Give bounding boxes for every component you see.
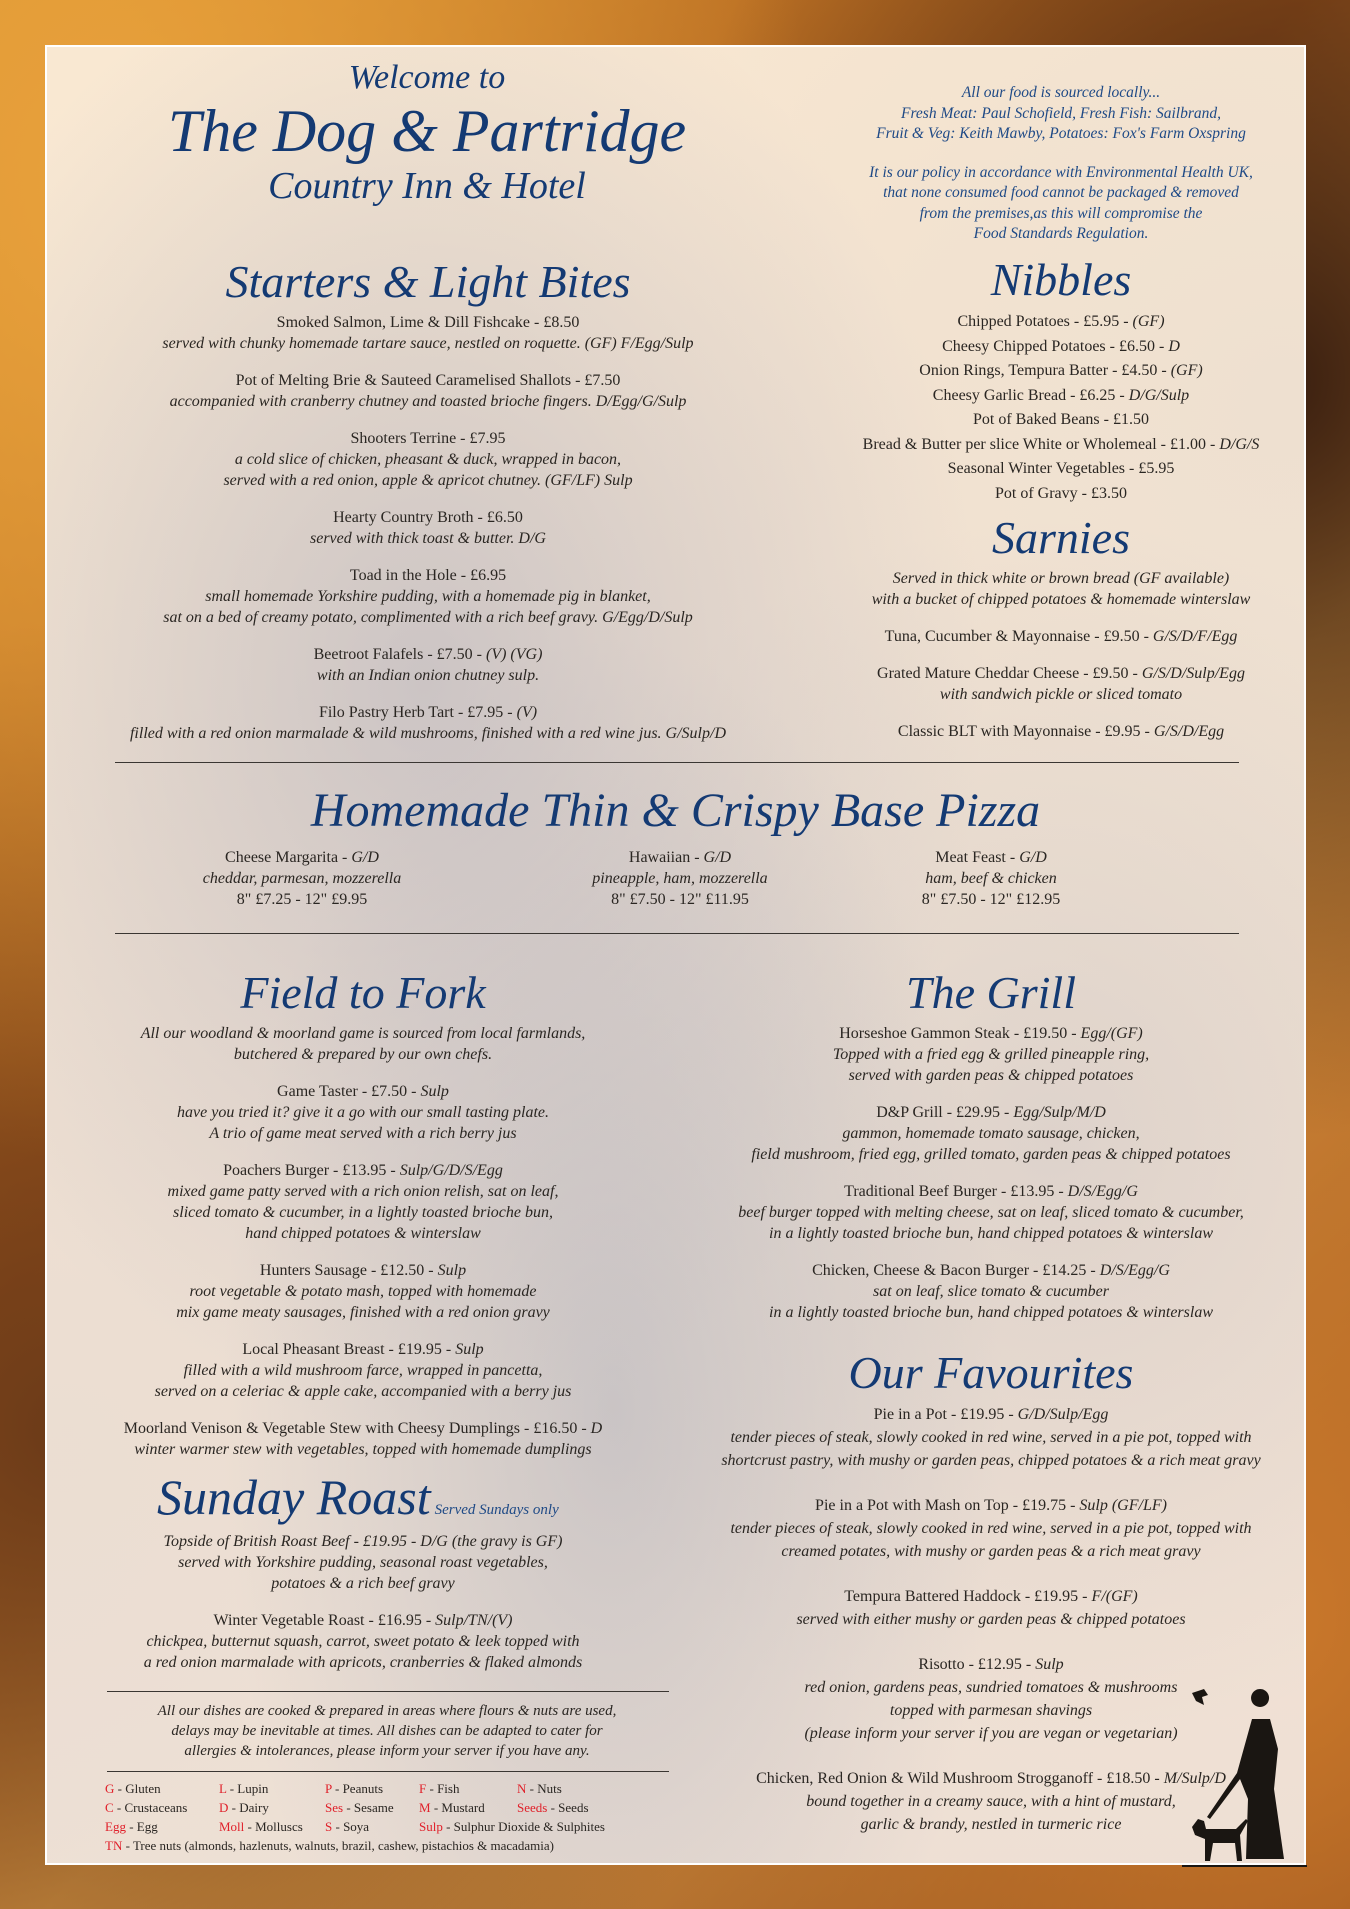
item-description: in a lightly toasted brioche bun, hand chipped potatoes & winterslaw (769, 1225, 1213, 1242)
pizza-prices: 8" £7.25 - 12" £9.95 (236, 891, 368, 908)
allergen-key-entry (419, 1798, 485, 1817)
item-name-price: Tempura Battered Haddock - £19.95 - (844, 1588, 1092, 1605)
sourcing-line: Fresh Meat: Paul Schofield, Fresh Fish: Sailbrand, (901, 104, 1221, 122)
allergen-tags: D/S/Egg/G (1067, 1183, 1138, 1200)
item-description: a red onion marmalade with apricots, cranberries & flaked almonds (143, 1654, 583, 1671)
item-name-price: Pie in a Pot - £19.95 - (873, 1406, 1018, 1423)
item-name-price: Hearty Country Broth - £6.50 (333, 509, 523, 526)
item-name-price: Toad in the Hole - £6.95 (349, 567, 507, 584)
allergen-key-entry (219, 1779, 268, 1798)
policy-line: Food Standards Regulation. (973, 225, 1149, 242)
nibble-item (919, 359, 1202, 384)
allergen-tags: (V) (516, 704, 538, 721)
item-title (236, 370, 621, 391)
item-title (756, 1767, 1226, 1790)
allergen-tags: D/G/S (1219, 435, 1260, 453)
item-name-price: Seasonal Winter Vegetables - £5.95 (947, 460, 1175, 477)
item-name-price: Chipped Potatoes - £5.95 - (957, 313, 1133, 330)
item-name-price: Winter Vegetable Roast - £16.95 - (213, 1612, 436, 1629)
divider (115, 933, 1239, 934)
item-title (277, 1081, 449, 1102)
pizza-toppings: pineapple, ham, mozzerella (592, 870, 768, 887)
allergen-label: - Egg (125, 1819, 158, 1834)
policy-line: It is our policy in accordance with Environmental Health UK, (869, 163, 1253, 181)
allergen-label: - Dairy (228, 1800, 269, 1815)
item-name-price: Tuna, Cucumber & Mayonnaise - £9.50 - (884, 628, 1153, 645)
item-description: served with garden peas & chipped potatoes (848, 1067, 1134, 1084)
section-heading: Field to Fork (240, 967, 486, 1018)
item-title (242, 1339, 483, 1360)
item-name-price: D&P Grill - £29.95 - (876, 1104, 1014, 1121)
item-description: served with thick toast & butter. D/G (310, 530, 546, 547)
allergen-key-entry (517, 1798, 589, 1817)
allergen-tags: G/D/Sulp/Egg (1017, 1406, 1109, 1423)
item-title (815, 1494, 1167, 1517)
allergen-code: G (105, 1781, 115, 1796)
item-name-price: Bread & Butter per slice White or Wholemeal - £1.00 - (862, 435, 1220, 453)
allergen-code: C (105, 1800, 114, 1815)
allergen-code: Sulp (419, 1819, 443, 1834)
item-name-price: Pie in a Pot with Mash on Top - £19.75 - (815, 1497, 1080, 1514)
restaurant-title: The Dog & Partridge (167, 98, 687, 164)
allergen-tags: Sulp (GF/LF) (1079, 1497, 1167, 1514)
allergen-tags: Sulp (420, 1083, 449, 1100)
section-heading: Nibbles (990, 254, 1132, 305)
allergen-key-entry (325, 1798, 394, 1817)
item-name-price: Beetroot Falafels - £7.50 - (313, 646, 486, 663)
item-description: bound together in a creamy sauce, with a hint of mustard, (806, 1793, 1176, 1810)
item-description: have you tried it? give it a go with our small tasting plate. (177, 1104, 549, 1121)
item-name-price: Meat Feast - (935, 849, 1020, 866)
allergen-code: P (325, 1781, 332, 1796)
allergen-key-entry (105, 1798, 187, 1817)
item-title (351, 428, 506, 449)
pizza-heading-wrap (47, 783, 1304, 839)
item-description: accompanied with cranberry chutney and toasted brioche fingers. D/Egg/G/Sulp (169, 393, 687, 410)
allergen-label: - Peanuts (331, 1781, 384, 1796)
item-description: sliced tomato & cucumber, in a lightly toasted brioche bun, (173, 1204, 553, 1221)
allergen-tags: Egg/Sulp/M/D (1013, 1104, 1106, 1121)
nibble-item (995, 482, 1127, 507)
item-description: root vegetable & potato mash, topped with homemade (189, 1283, 537, 1300)
divider (107, 1691, 669, 1692)
nibble-item (863, 433, 1260, 458)
item-description: filled with a wild mushroom farce, wrapped in pancetta, (183, 1362, 543, 1379)
item-description: chickpea, butternut squash, carrot, sweet potato & leek topped with (146, 1633, 580, 1650)
item-name-price: Chicken, Red Onion & Wild Mushroom Strogganoff - £18.50 - (756, 1770, 1164, 1787)
sunday-roast-note: Served Sundays only (434, 1502, 559, 1518)
allergen-label: - Sulphur Dioxide & Sulphites (442, 1819, 605, 1834)
allergen-key-entry (219, 1798, 269, 1817)
item-description: field mushroom, fried egg, grilled tomato, garden peas & chipped potatoes (751, 1146, 1231, 1163)
allergen-label: - Fish (426, 1781, 460, 1796)
allergen-key-entry (105, 1779, 161, 1798)
item-name-price: Filo Pastry Herb Tart - £7.95 - (318, 704, 517, 721)
allergen-label: - Mustard (430, 1800, 485, 1815)
pizza-item (530, 847, 830, 910)
sarnies-intro: with a bucket of chipped potatoes & homemade winterslaw (871, 591, 1251, 608)
allergen-label: - Gluten (114, 1781, 161, 1796)
hunter-dog-silhouette-icon (1182, 1687, 1307, 1867)
item-name-price: Horseshoe Gammon Steak - £19.50 - (839, 1025, 1081, 1042)
item-title (164, 1531, 563, 1552)
pizza-toppings: ham, beef & chicken (925, 870, 1057, 887)
divider (107, 1771, 669, 1772)
menu-panel (45, 45, 1306, 1865)
item-description: A trio of game meat served with a rich berry jus (209, 1125, 517, 1142)
item-name-price: Poachers Burger - £13.95 - (223, 1162, 400, 1179)
item-description: red onion, gardens peas, sundried tomatoes & mushrooms (804, 1679, 1178, 1696)
section-heading: Our Favourites (848, 1347, 1134, 1398)
item-name-price: Hunters Sausage - £12.50 - (259, 1262, 438, 1279)
item-title (213, 1610, 512, 1631)
item-description: mixed game patty served with a rich onion relish, sat on leaf, (167, 1183, 559, 1200)
item-title (277, 312, 580, 333)
item-title (877, 663, 1245, 684)
item-name-price: Pot of Baked Beans - £1.50 (973, 411, 1149, 428)
sarnies-intro: Served in thick white or brown bread (GF available) (892, 570, 1230, 587)
allergen-tags: Sulp (1035, 1656, 1064, 1673)
nibble-item (948, 457, 1175, 482)
allergen-tags: D (1168, 337, 1180, 355)
item-name-price: Classic BLT with Mayonnaise - £9.95 - (897, 723, 1154, 740)
item-description: topped with parmesan shavings (889, 1702, 1093, 1719)
header (127, 57, 727, 209)
item-title (629, 847, 731, 868)
grill-section (691, 965, 1291, 1323)
allergen-code: F (419, 1781, 427, 1796)
allergen-tags: (V) (VG) (485, 646, 543, 663)
item-name-price: Hawaiian - (628, 849, 704, 866)
allergen-code: TN (105, 1838, 123, 1853)
item-title (333, 507, 523, 528)
allergy-note (87, 1701, 687, 1761)
item-name-price: Chicken, Cheese & Bacon Burger - £14.25 - (812, 1262, 1100, 1279)
item-title (885, 626, 1238, 647)
item-title (918, 1653, 1063, 1676)
allergen-code: Egg (105, 1819, 126, 1834)
item-description: sat on leaf, slice tomato & cucumber (873, 1283, 1109, 1300)
nibbles-section (777, 252, 1345, 506)
item-title (874, 1403, 1109, 1426)
allergen-code: Moll (219, 1819, 245, 1834)
policy-line: from the premises,as this will compromise the (919, 204, 1203, 222)
item-name-price: Topside of British Roast Beef - £19.95 - D/G (the gravy is GF) (163, 1533, 563, 1550)
item-title (898, 721, 1224, 742)
item-name-price: Pot of Melting Brie & Sauteed Caramelised Shallots - £7.50 (235, 372, 621, 389)
item-description: served on a celeriac & apple cake, accompanied with a berry jus (154, 1383, 572, 1400)
sunday-roast-heading-wrap (157, 1469, 559, 1525)
allergen-tags: Sulp (437, 1262, 467, 1279)
item-description: potatoes & a rich beef gravy (271, 1575, 455, 1592)
nibble-item (957, 310, 1164, 335)
allergen-label: - Tree nuts (almonds, hazlenuts, walnuts, brazil, cashew, pistachios & macadamia) (122, 1838, 555, 1853)
item-description: creamed potates, with mushy or garden peas & a rich meat gravy (781, 1543, 1201, 1560)
item-title (839, 1023, 1143, 1044)
welcome-text: Welcome to (348, 59, 506, 96)
pizza-item (152, 847, 452, 910)
item-name-price: Local Pheasant Breast - £19.95 - (242, 1341, 456, 1358)
allergen-tags: Egg/(GF) (1080, 1025, 1143, 1042)
allergen-tags: M/Sulp/D (1163, 1770, 1226, 1787)
item-title (844, 1585, 1137, 1608)
item-description: garlic & brandy, nestled in turmeric rice (860, 1816, 1122, 1833)
field-to-fork-section (63, 965, 663, 1460)
allergen-key-entry (419, 1817, 605, 1836)
policy-line: that none consumed food cannot be packaged & removed (883, 184, 1239, 201)
allergen-tags: (GF) (1132, 313, 1165, 330)
allergen-tags: G/D (351, 849, 379, 866)
pizza-prices: 8" £7.50 - 12" £12.95 (921, 891, 1061, 908)
allergen-tags: G/S/D/Egg (1153, 723, 1225, 740)
allergen-code: L (219, 1781, 227, 1796)
item-title (935, 847, 1047, 868)
pizza-heading: Homemade Thin & Crispy Base Pizza (310, 784, 1041, 837)
nibble-item (942, 335, 1180, 360)
restaurant-subtitle: Country Inn & Hotel (268, 165, 586, 207)
sunday-roast-section (63, 1531, 663, 1673)
item-description: sat on a bed of creamy potato, complimented with a rich beef gravy. G/Egg/D/Sulp (163, 609, 693, 626)
item-title (314, 644, 543, 665)
allergen-key-entry (419, 1779, 459, 1798)
allergy-note-line: delays may be inevitable at times. All dishes can be adapted to cater for (171, 1723, 603, 1739)
item-description: tender pieces of steak, slowly cooked in red wine, served in a pie pot, topped with (730, 1520, 1252, 1537)
allergen-key-entry (517, 1779, 562, 1798)
item-title (260, 1260, 466, 1281)
allergen-label: - Nuts (526, 1781, 562, 1796)
sunday-roast-heading: Sunday Roast (157, 1469, 431, 1525)
allergen-key-entry (105, 1836, 554, 1855)
item-description: hand chipped potatoes & winterslaw (245, 1225, 481, 1242)
nibble-item (933, 384, 1189, 409)
nibble-item (973, 408, 1149, 433)
sourcing-intro (777, 83, 1345, 245)
field-intro: All our woodland & moorland game is sourced from local farmlands, (140, 1025, 586, 1042)
item-description: (please inform your server if you are vegan or vegetarian) (804, 1725, 1178, 1742)
item-description: Topped with a fried egg & grilled pineapple ring, (832, 1046, 1150, 1063)
item-description: with sandwich pickle or sliced tomato (939, 686, 1183, 703)
item-name-price: Moorland Venison & Vegetable Stew with Cheesy Dumplings - £16.50 - (123, 1420, 591, 1437)
item-title (350, 565, 506, 586)
allergen-tags: G/S/D/Sulp/Egg (1141, 665, 1245, 682)
item-name-price: Grated Mature Cheddar Cheese - £9.50 - (877, 665, 1142, 682)
item-name-price: Shooters Terrine - £7.95 (350, 430, 506, 447)
sourcing-line: Fruit & Veg: Keith Mawby, Potatoes: Fox's Farm Oxspring (876, 125, 1246, 142)
item-name-price: Cheesy Chipped Potatoes - £6.50 - (942, 337, 1169, 355)
item-description: with an Indian onion chutney sulp. (316, 667, 540, 684)
item-description: shortcrust pastry, with mushy or garden peas, chipped potatoes & a rich meat gravy (721, 1452, 1261, 1469)
item-description: served with chunky homemade tartare sauce, nestled on roquette. (GF) F/Egg/Sulp (162, 335, 694, 352)
field-intro: butchered & prepared by our own chefs. (233, 1046, 493, 1063)
item-description: tender pieces of steak, slowly cooked in red wine, served in a pie pot, topped with (730, 1429, 1252, 1446)
pizza-toppings: cheddar, parmesan, mozzerella (202, 870, 402, 887)
starters-section (75, 254, 781, 744)
allergen-code: M (419, 1800, 431, 1815)
allergen-tags: D/G/Sulp (1128, 386, 1190, 404)
item-name-price: Smoked Salmon, Lime & Dill Fishcake - £8.50 (276, 314, 580, 331)
allergen-tags: G/D (1019, 849, 1047, 866)
allergen-key-entry (105, 1817, 158, 1836)
item-name-price: Game Taster - £7.50 - (277, 1083, 421, 1100)
item-name-price: Risotto - £12.95 - (918, 1656, 1036, 1673)
item-title (225, 847, 379, 868)
allergy-note-line: allergies & intolerances, please inform your server if you have any. (184, 1743, 590, 1759)
item-description: small homemade Yorkshire pudding, with a homemade pig in blanket, (205, 588, 651, 605)
item-description: mix game meaty sausages, finished with a red onion gravy (176, 1304, 550, 1321)
item-description: filled with a red onion marmalade & wild mushrooms, finished with a red wine jus. G/Sulp/D (129, 725, 726, 742)
allergen-key-entry (325, 1817, 369, 1836)
item-title (876, 1102, 1106, 1123)
pizza-item (841, 847, 1141, 910)
allergen-code: D (219, 1800, 229, 1815)
item-description: served with Yorkshire pudding, seasonal roast vegetables, (178, 1554, 548, 1571)
pizza-prices: 8" £7.50 - 12" £11.95 (611, 891, 749, 908)
item-title (844, 1181, 1138, 1202)
allergy-note-line: All our dishes are cooked & prepared in areas where flours & nuts are used, (157, 1703, 617, 1719)
item-name-price: Cheese Margarita - (225, 849, 352, 866)
item-name-price: Cheesy Garlic Bread - £6.25 - (932, 386, 1129, 404)
divider (115, 762, 1239, 763)
allergen-label: - Molluscs (244, 1819, 303, 1834)
sarnies-section (777, 510, 1345, 742)
allergen-code: S (325, 1819, 333, 1834)
allergen-label: - Lupin (226, 1781, 269, 1796)
section-heading: Sarnies (992, 512, 1130, 563)
allergen-tags: F/(GF) (1091, 1588, 1138, 1605)
item-title (223, 1160, 503, 1181)
item-description: a cold slice of chicken, pheasant & duck, wrapped in bacon, (234, 451, 622, 468)
item-title (319, 702, 537, 723)
item-name-price: Pot of Gravy - £3.50 (995, 484, 1127, 502)
allergen-tags: G/D (703, 849, 732, 866)
allergen-tags: D (590, 1420, 603, 1437)
allergen-tags: G/S/D/F/Egg (1152, 628, 1238, 645)
item-name-price: Onion Rings, Tempura Batter - £4.50 - (919, 362, 1171, 379)
allergen-code: N (517, 1781, 527, 1796)
allergen-label: - Seeds (547, 1800, 589, 1815)
allergen-code: Seeds (517, 1800, 548, 1815)
item-description: beef burger topped with melting cheese, sat on leaf, sliced tomato & cucumber, (738, 1204, 1244, 1221)
sourcing-line: All our food is sourced locally... (961, 84, 1161, 101)
item-title (812, 1260, 1170, 1281)
allergen-code: Ses (325, 1800, 344, 1815)
bird-icon (1192, 1689, 1208, 1705)
item-title (124, 1418, 602, 1439)
item-description: gammon, homemade tomato sausage, chicken, (842, 1125, 1140, 1142)
item-description: in a lightly toasted brioche bun, hand chipped potatoes & winterslaw (769, 1304, 1213, 1321)
allergen-tags: Sulp/G/D/S/Egg (399, 1162, 503, 1179)
item-description: served with either mushy or garden peas & chipped potatoes (796, 1611, 1186, 1628)
allergen-tags: Sulp/TN/(V) (435, 1612, 513, 1629)
item-description: winter warmer stew with vegetables, topped with homemade dumplings (134, 1441, 592, 1458)
allergen-tags: D/S/Egg/G (1099, 1262, 1170, 1279)
allergen-key-entry (325, 1779, 383, 1798)
allergen-label: - Soya (332, 1819, 370, 1834)
item-description: served with a red onion, apple & apricot chutney. (GF/LF) Sulp (223, 472, 633, 489)
section-heading: Starters & Light Bites (225, 256, 631, 307)
allergen-tags: (GF) (1170, 362, 1203, 379)
allergen-label: - Crustaceans (113, 1800, 188, 1815)
allergen-label: - Sesame (343, 1800, 394, 1815)
item-name-price: Traditional Beef Burger - £13.95 - (844, 1183, 1068, 1200)
allergen-key-entry (219, 1817, 303, 1836)
allergen-tags: Sulp (455, 1341, 484, 1358)
section-heading: The Grill (906, 967, 1076, 1018)
